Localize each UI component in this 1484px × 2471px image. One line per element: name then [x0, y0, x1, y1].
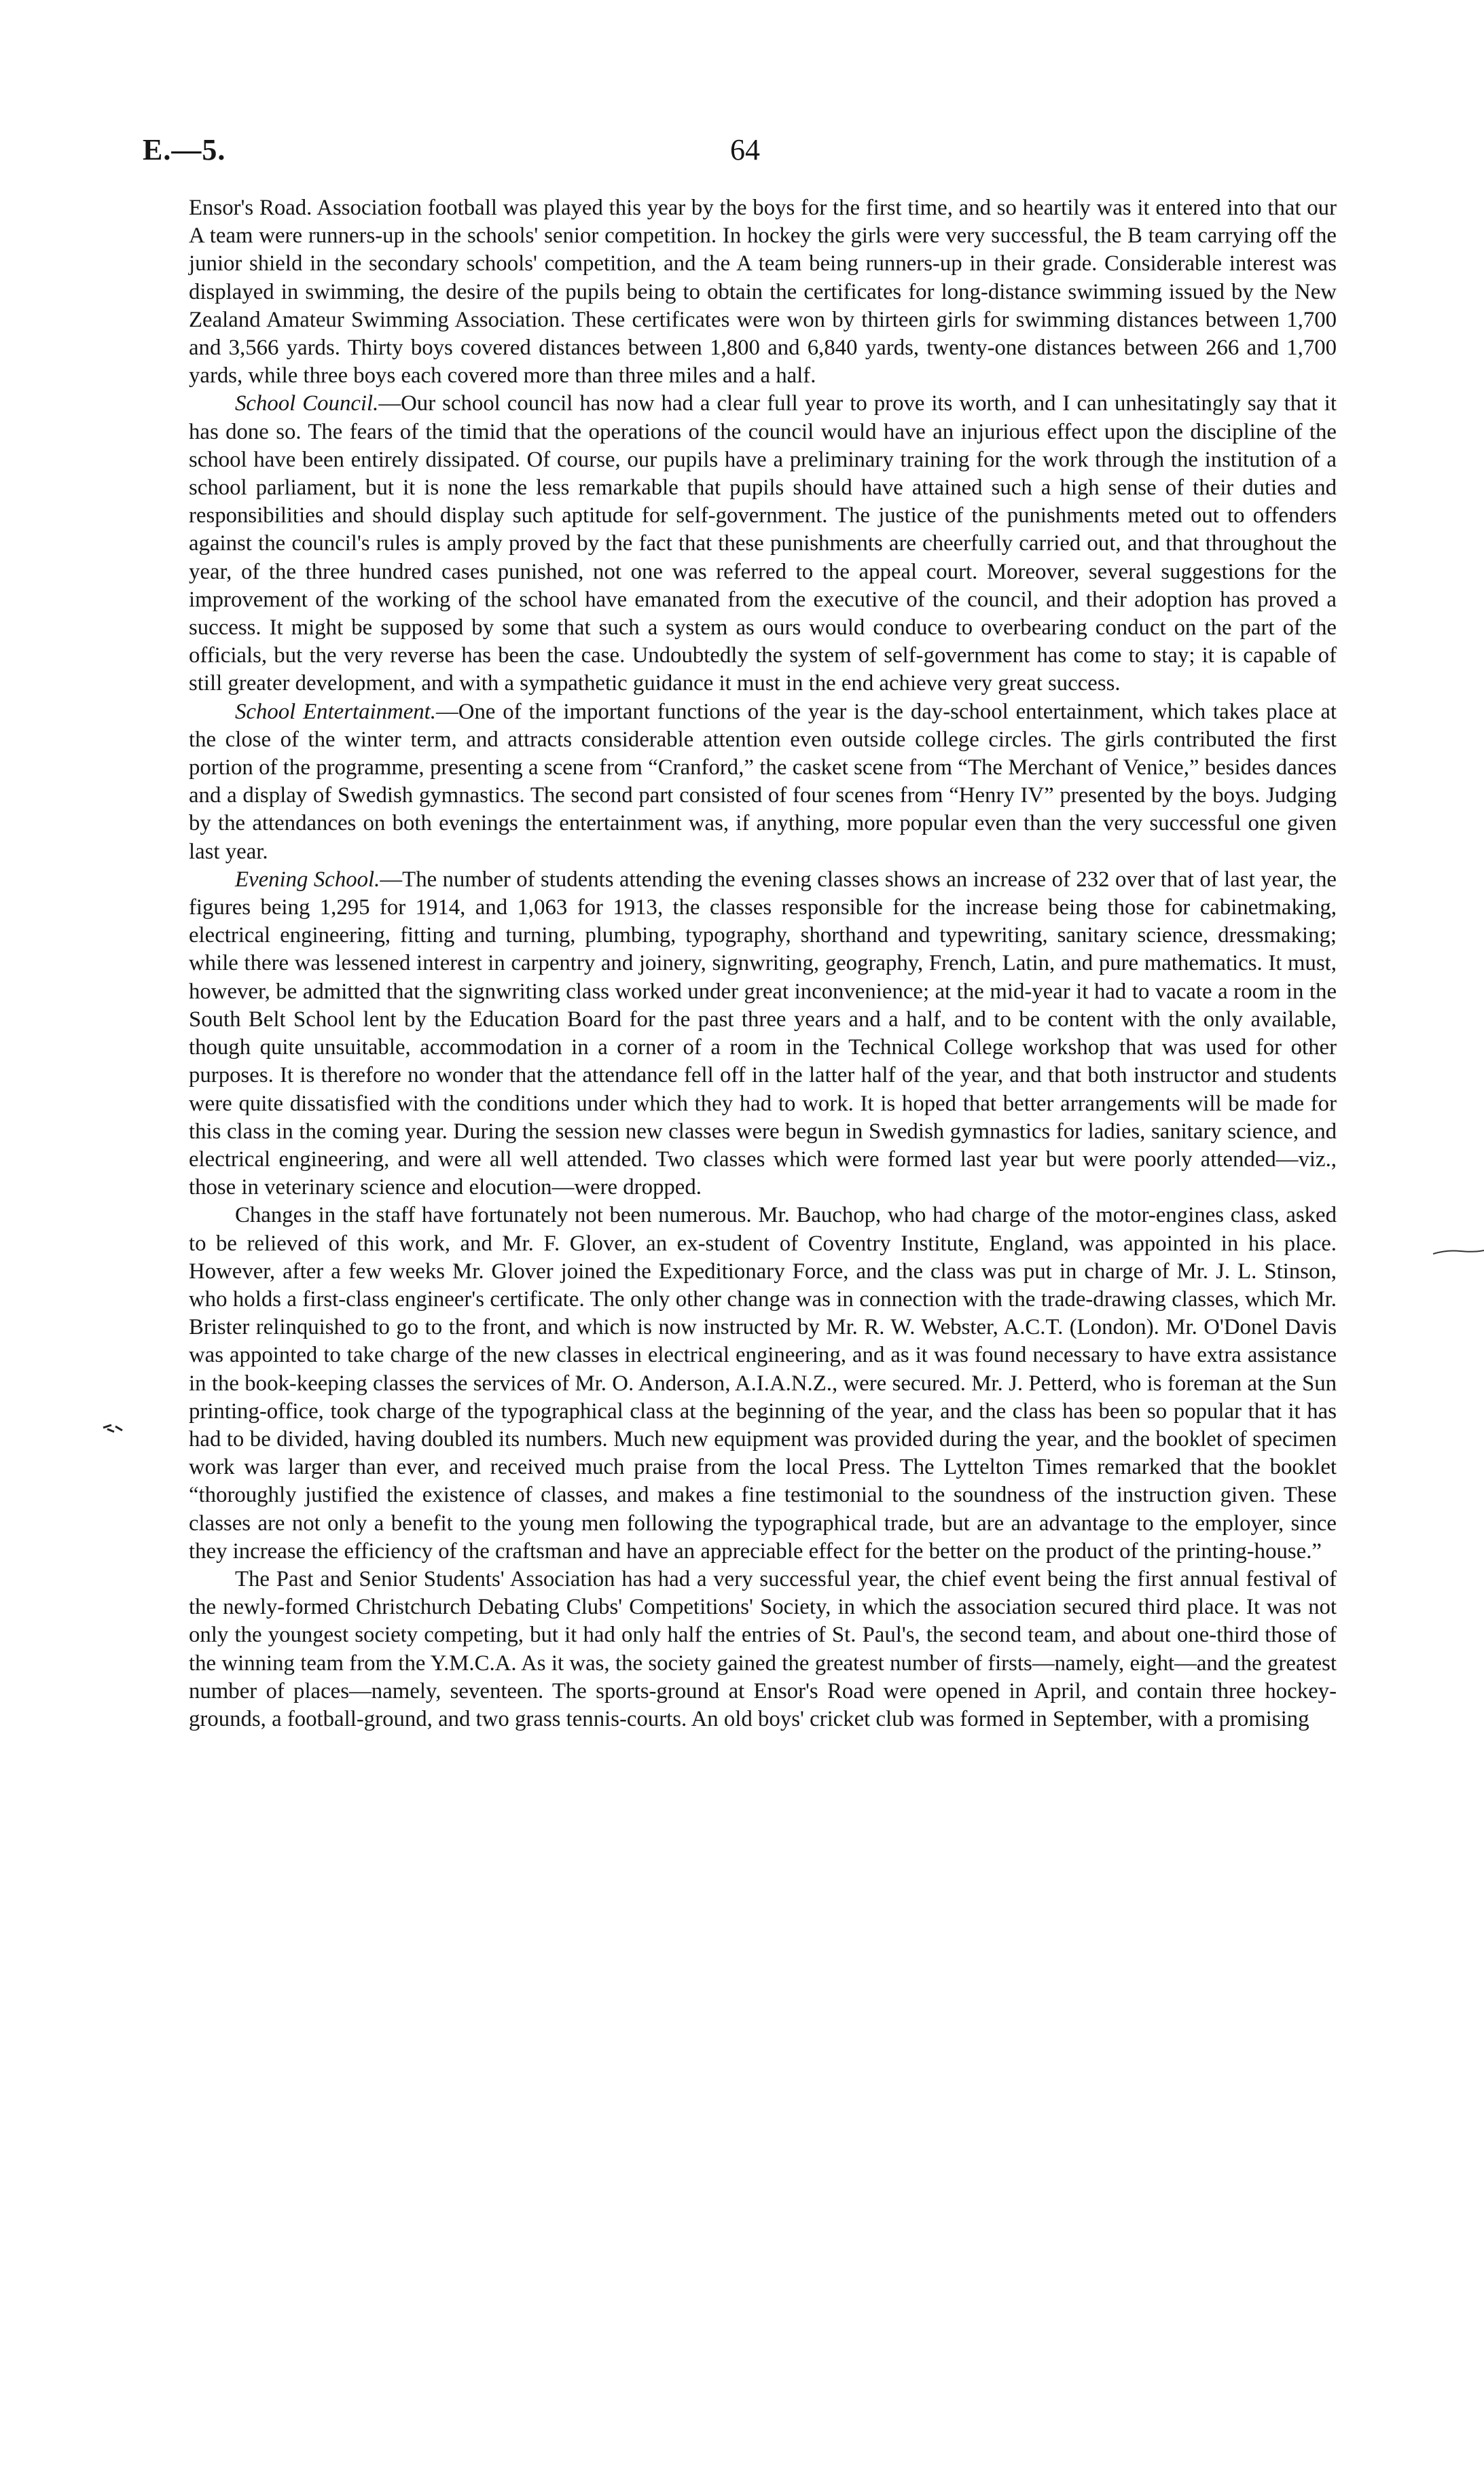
paragraph-text: —One of the important functions of the year is the day-school entertainment, which takes place at the close of the winter term, and attracts considerable attention even outside college circles. The girls contributed the first portion of the programme, presenting a scene from “Cranford,” the casket scene from “The Merchant of Venice,” besides dances and a display of Swedish gymnastics. The second part consisted of four scenes from “Henry IV” presented by the boys. Judging by the attendances on both evenings the entertainment was, if anything, more popular even than the very successful one given last year.: [189, 699, 1337, 864]
paragraph-staff-changes: [189, 1202, 1337, 1566]
paragraph-evening-school: [189, 866, 1337, 1202]
paragraph-sports: [189, 194, 1337, 390]
paragraph-text: —The number of students attending the evening classes shows an increase of 232 over that of last year, the figures being 1,295 for 1914, and 1,063 for 1913, the classes responsible for the increase being those for cabinetmaking, electrical engineering, fitting and turning, plumbing, typography, shorthand and typewriting, sanitary science, dressmaking; while there was lessened interest in carpentry and joinery, signwriting, geography, French, Latin, and pure mathematics. It must, however, be admitted that the signwriting class worked under great inconvenience; at the mid-year it had to vacate a room in the South Belt School lent by the Education Board for the past three years and a half, and to be content with the only available, though quite unsuitable, accommodation in a corner of a room in the Technical College workshop that was used for other purposes. It is therefore no wonder that the attendance fell off in the latter half of the year, and that both instructor and students were quite dissatisfied with the conditions under which they had to work. It is hoped that better arrangements will be made for this class in the coming year. During the session new classes were begun in Swedish gymnastics for ladies, sanitary science, and electrical engineering, and were all well attended. Two classes which were formed last year but were poorly attended—viz., those in veterinary science and elocution—were dropped.: [189, 867, 1337, 1200]
section-heading: School Entertainment.: [235, 699, 436, 724]
paragraph-text: —Our school council has now had a clear full year to prove its worth, and I can unhesitatingly say that it has done so. The fears of the timid that the operations of the council would have an injurious effect upon the discipline of the school have been entirely dissipated. Of course, our pupils have a preliminary training for the work through the institution of a school parliament, but it is none the less remarkable that pupils should have attained such a high sense of their duties and responsibilities and should display such aptitude for self-government. The justice of the punishments meted out to offenders against the council's rules is amply proved by the fact that these punishments are cheerfully carried out, and that throughout the year, of the three hundred cases punished, not one was referred to the appeal court. Moreover, several suggestions for the improvement of the working of the school have emanated from the executive of the council, and their adoption has proved a success. It might be supposed by some that such a system as ours would conduce to overbearing conduct on the part of the officials, but the very reverse has been the case. Undoubtedly the system of self-government has come to stay; it is capable of still greater development, and with a sympathetic guidance it must in the end achieve very great success.: [189, 391, 1337, 696]
page-number: 64: [730, 133, 760, 166]
scan-edge-mark: [1433, 1248, 1484, 1257]
paragraph-text: The Past and Senior Students' Association has had a very successful year, the chief event being the first annual festival of the newly-formed Christchurch Debating Clubs' Competitions' Society, in which the association secured third place. It was not only the youngest society competing, but it had only half the entries of St. Paul's, the second team, and about one-third those of the winning team from the Y.M.C.A. As it was, the society gained the greatest number of firsts—namely, eight—and the greatest number of places—namely, seventeen. The sports-ground at Ensor's Road were opened in April, and contain three hockey-grounds, a football-ground, and two grass tennis-courts. An old boys' cricket club was formed in September, with a promising: [189, 1566, 1337, 1731]
paragraph-school-entertainment: [189, 698, 1337, 866]
paragraph-text: Ensor's Road. Association football was played this year by the boys for the first time, and so heartily was it entered into that our A team were runners-up in the schools' senior competition. In hockey the girls were very successful, the B team carrying off the junior shield in the secondary schools' competition, and the A team being runners-up in their grade. Considerable interest was displayed in swimming, the desire of the pupils being to obtain the certificates for long-distance swimming issued by the New Zealand Amateur Swimming Association. These certificates were won by thirteen girls for swimming distances between 1,700 and 3,566 yards. Thirty boys covered distances between 1,800 and 6,840 yards, twenty-one distances between 266 and 1,700 yards, while three boys each covered more than three miles and a half.: [189, 196, 1337, 389]
paragraph-text: Changes in the staff have fortunately not been numerous. Mr. Bauchop, who had charge of the motor-engines class, asked to be relieved of this work, and Mr. F. Glover, an ex-student of Coventry Institute, England, was appointed in his place. However, after a few weeks Mr. Glover joined the Expeditionary Force, and the class was put in charge of Mr. J. L. Stinson, who holds a first-class engineer's certificate. The only other change was in connection with the trade-drawing classes, which Mr. Brister relinquished to go to the front, and which is now instructed by Mr. R. W. Webster, A.C.T. (London). Mr. O'Donel Davis was appointed to take charge of the new classes in electrical engineering, and as it was found necessary to have extra assistance in the book-keeping classes the services of Mr. O. Anderson, A.I.A.N.Z., were secured. Mr. J. Petterd, who is foreman at the Sun printing-office, took charge of the typographical class at the beginning of the year, and the class has been so popular that it has had to be divided, having doubled its numbers. Much new equipment was provided during the year, and the booklet of specimen work was larger than ever, and received much praise from the local Press. The Lyttelton Times remarked that the booklet “thoroughly justified the existence of classes, and makes a fine testimonial to the soundness of the instruction given. These classes are not only a benefit to the young men following the typographical trade, but are an advantage to the employer, since they increase the efficiency of the craftsman and have an appreciable effect for the better on the product of the printing-house.”: [189, 1203, 1337, 1564]
paragraph-students-association: [189, 1566, 1337, 1733]
margin-annotation-mark: [102, 1421, 126, 1435]
document-reference: E.—5.: [143, 133, 226, 166]
page-header: [143, 132, 1345, 180]
paragraph-school-council: [189, 390, 1337, 698]
section-heading: School Council.: [235, 391, 379, 416]
section-heading: Evening School.: [235, 867, 380, 892]
body-text: [189, 194, 1337, 1733]
